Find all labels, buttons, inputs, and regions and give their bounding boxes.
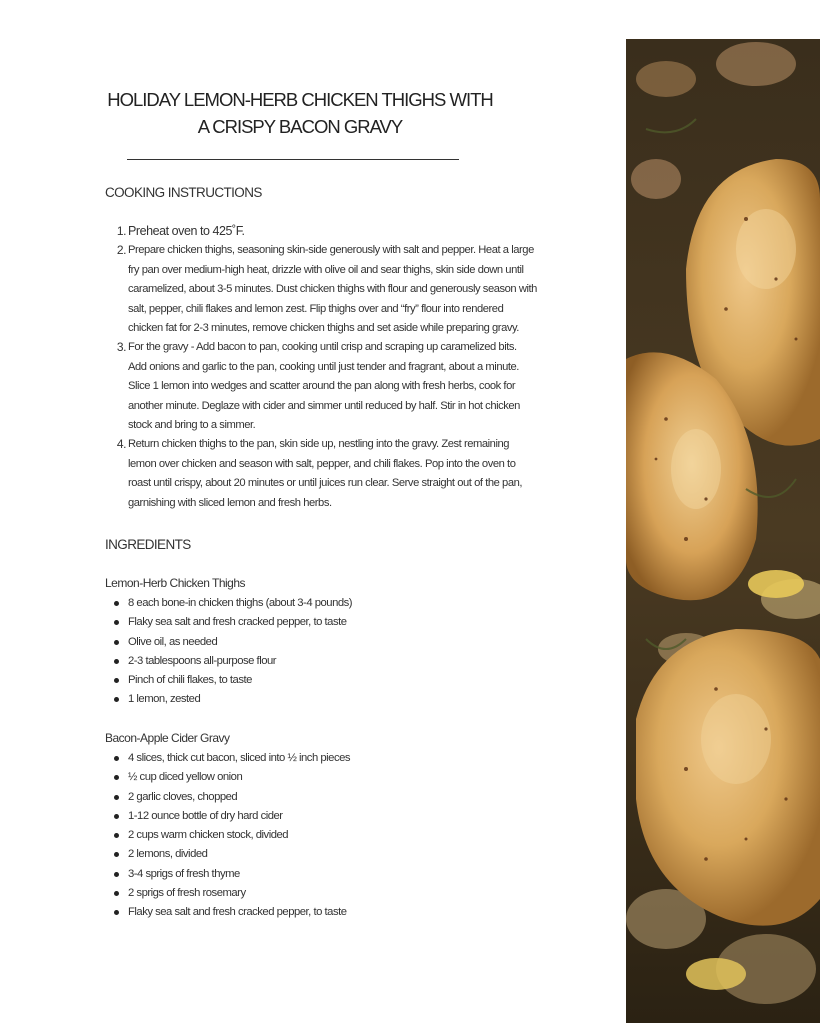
step-text: Prepare chicken thighs, seasoning skin-side generously with salt and pepper. Heat a large fry pan over medium-high heat, drizzle with olive oil and sear thighs, skin side down until caramelized, about 3-5 minutes. Dust chicken thighs with flour and generously season with salt, pepper, chili flakes and lemon zest. Flip thighs over and “fry” flour into rendered chicken fat for 2-3 minutes, remove chicken thighs and set aside while preparing gravy. [128, 244, 537, 335]
ingredient-item: 1-12 ounce bottle of dry hard cider [105, 807, 350, 826]
ingredient-list-gravy [105, 749, 350, 923]
instruction-step-1 [105, 222, 537, 241]
step-number: 3. [116, 340, 126, 355]
instruction-step-2 [105, 241, 537, 338]
step-text: For the gravy - Add bacon to pan, cooking until crisp and scraping up caramelized bits. Add onions and garlic to the pan, cooking until just tender and fragrant, about a minute. Slice 1 lemon into wedges and scatter around the pan along with fresh herbs, cook for another minute. Deglaze with cider and simmer until reduced by half. Stir in hot chicken stock and bring to a simmer. [128, 341, 520, 432]
bullet-icon [114, 678, 119, 683]
bullet-icon [114, 620, 119, 625]
bullet-icon [114, 852, 119, 857]
ingredient-item: 2 lemons, divided [105, 845, 350, 864]
bullet-icon [114, 814, 119, 819]
recipe-title-line-1: HOLIDAY LEMON-HERB CHICKEN THIGHS WITH [107, 89, 493, 110]
bullet-icon [114, 891, 119, 896]
instruction-step-3 [105, 338, 537, 435]
chicken-dish-photo [626, 39, 820, 1023]
ingredient-item: Flaky sea salt and fresh cracked pepper, to taste [105, 903, 350, 922]
ingredient-item: 4 slices, thick cut bacon, sliced into ½ inch pieces [105, 749, 350, 768]
instruction-steps [105, 222, 537, 513]
bullet-icon [114, 756, 119, 761]
ingredient-item: Flaky sea salt and fresh cracked pepper, to taste [105, 613, 352, 632]
bullet-icon [114, 833, 119, 838]
bullet-icon [114, 640, 119, 645]
ingredient-item: ½ cup diced yellow onion [105, 768, 350, 787]
recipe-title [100, 86, 500, 140]
ingredient-item: 8 each bone-in chicken thighs (about 3-4 pounds) [105, 594, 352, 613]
step-text: Preheat oven to 425˚F. [128, 224, 245, 238]
recipe-title-line-2: A CRISPY BACON GRAVY [197, 116, 403, 137]
ingredients-heading: INGREDIENTS [105, 537, 191, 552]
bullet-icon [114, 872, 119, 877]
ingredient-group-title-chicken: Lemon-Herb Chicken Thighs [105, 576, 246, 590]
ingredient-item: Olive oil, as needed [105, 633, 352, 652]
ingredient-item: 2 cups warm chicken stock, divided [105, 826, 350, 845]
ingredient-list-chicken [105, 594, 352, 710]
ingredient-item: Pinch of chili flakes, to taste [105, 671, 352, 690]
bullet-icon [114, 697, 119, 702]
ingredient-item: 2 garlic cloves, chopped [105, 788, 350, 807]
chicken-dish-illustration [626, 39, 820, 1023]
step-number: 1. [116, 224, 126, 238]
bullet-icon [114, 795, 119, 800]
step-number: 2. [116, 243, 126, 258]
step-text: Return chicken thighs to the pan, skin side up, nestling into the gravy. Zest remaining lemon over chicken and season with salt, pepper, and chili flakes. Pop into the oven to roast until crispy, about 20 minutes or until juices run clear. Serve straight out of the pan, garnishing with sliced lemon and fresh herbs. [128, 438, 523, 509]
cooking-instructions-heading: COOKING INSTRUCTIONS [105, 185, 262, 200]
bullet-icon [114, 601, 119, 606]
ingredient-item: 2-3 tablespoons all-purpose flour [105, 652, 352, 671]
title-divider [127, 159, 459, 160]
ingredient-item: 1 lemon, zested [105, 690, 352, 709]
instruction-step-4 [105, 435, 537, 513]
bullet-icon [114, 910, 119, 915]
bullet-icon [114, 775, 119, 780]
ingredient-group-title-gravy: Bacon-Apple Cider Gravy [105, 731, 230, 745]
ingredient-item: 3-4 sprigs of fresh thyme [105, 865, 350, 884]
ingredient-item: 2 sprigs of fresh rosemary [105, 884, 350, 903]
step-number: 4. [116, 437, 126, 452]
bullet-icon [114, 659, 119, 664]
